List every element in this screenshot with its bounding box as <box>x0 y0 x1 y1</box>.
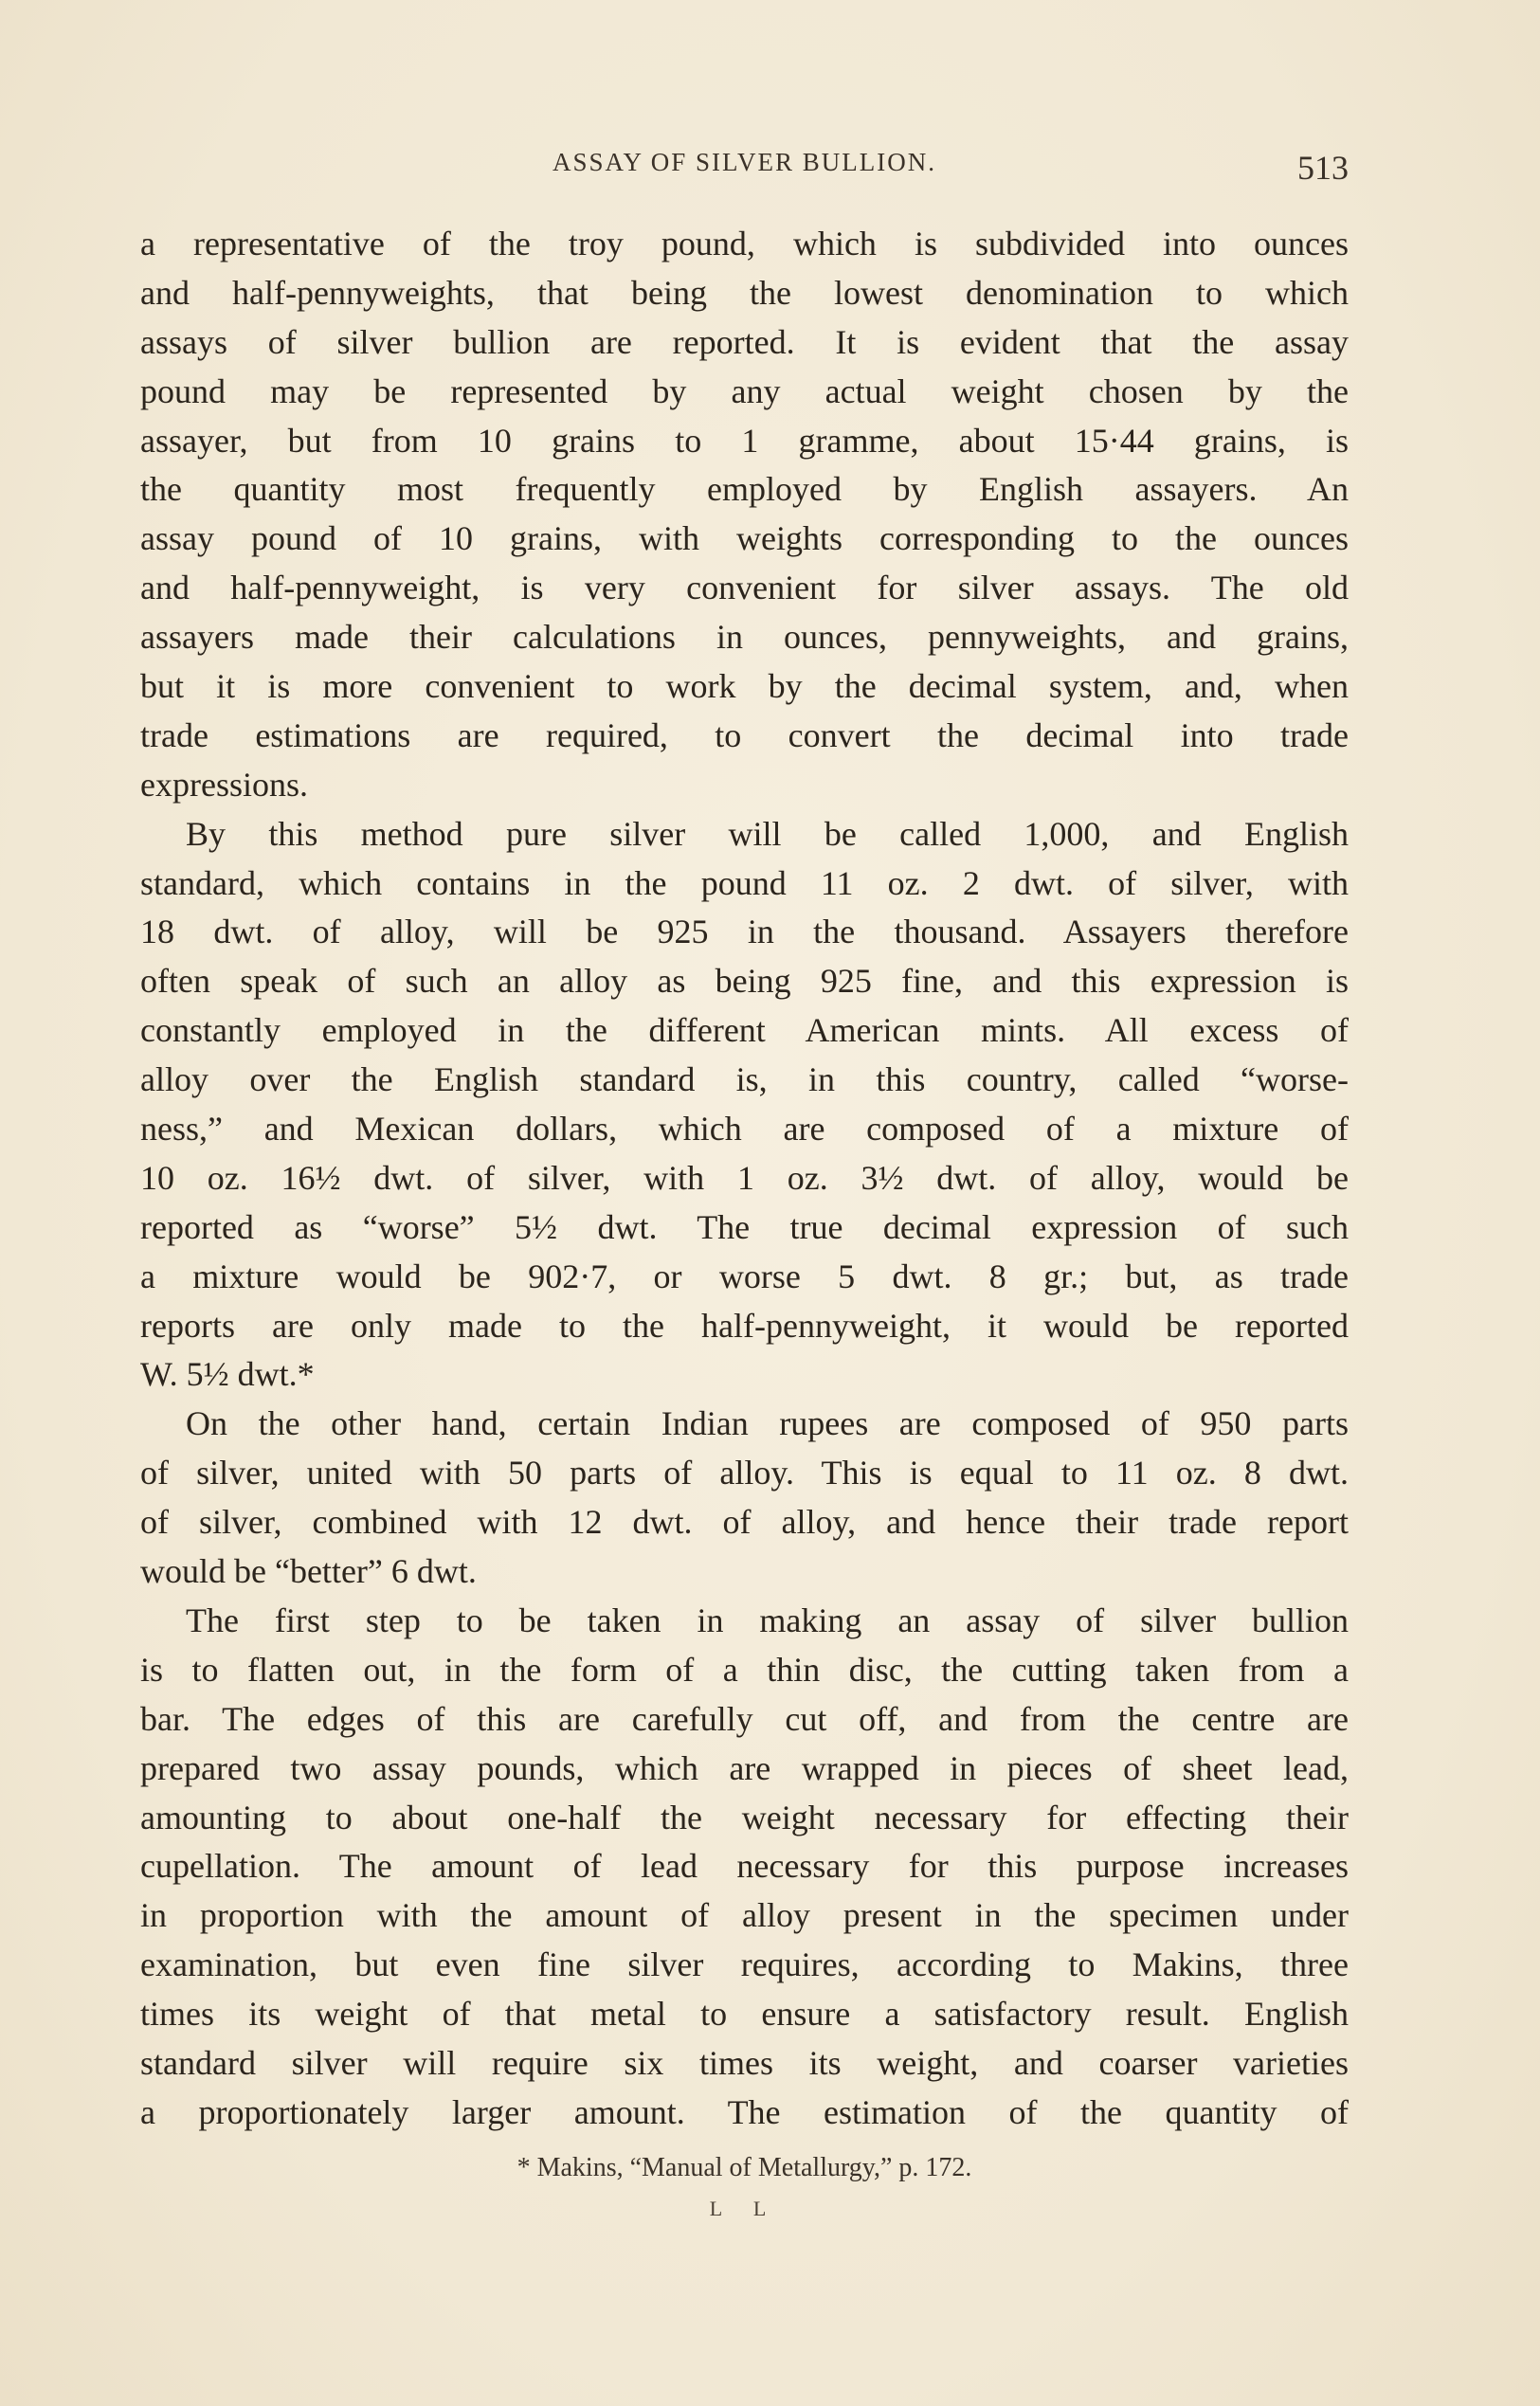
text-line: alloy over the English standard is, in this country, called “worse- <box>140 1060 1349 1099</box>
text-line: 18 dwt. of alloy, will be 925 in the thousand. Assayers therefore <box>140 913 1349 951</box>
running-head: ASSAY OF SILVER BULLION. <box>552 148 937 176</box>
text-line: but it is more convenient to work by the decimal system, and, when <box>140 667 1349 706</box>
text-line: a mixture would be 902·7, or worse 5 dwt. 8 gr.; but, as trade <box>140 1257 1349 1295</box>
text-line: trade estimations are required, to convert the decimal into trade <box>140 715 1349 754</box>
text-line: in proportion with the amount of alloy present in the specimen under <box>140 1896 1349 1935</box>
text-line: reported as “worse” 5½ dwt. The true decimal expression of such <box>140 1207 1349 1246</box>
text-line: expressions. <box>140 765 308 804</box>
text-line: assays of silver bullion are reported. It is evident that the assay <box>140 322 1349 361</box>
text-line: constantly employed in the different American mints. All excess of <box>140 1011 1349 1050</box>
text-line: On the other hand, certain Indian rupees are composed of 950 parts <box>186 1404 1349 1443</box>
text-line: ness,” and Mexican dollars, which are composed of a mixture of <box>140 1110 1349 1149</box>
text-line: often speak of such an alloy as being 925 fine, and this expression is <box>140 962 1349 1001</box>
text-line: assayers made their calculations in ounces, pennyweights, and grains, <box>140 618 1349 657</box>
text-line: a proportionately larger amount. The estimation of the quantity of <box>140 2092 1349 2131</box>
text-line: and half-pennyweights, that being the lowest denomination to which <box>140 273 1349 312</box>
text-line: bar. The edges of this are carefully cut off, and from the centre are <box>140 1699 1349 1738</box>
text-line: of silver, combined with 12 dwt. of alloy, and hence their trade report <box>140 1503 1349 1542</box>
page-header <box>140 148 1349 186</box>
text-line: pound may be represented by any actual weight chosen by the <box>140 371 1349 410</box>
text-line: The first step to be taken in making an assay of silver bullion <box>186 1601 1349 1639</box>
text-line: is to flatten out, in the form of a thin disc, the cutting taken from a <box>140 1650 1349 1689</box>
text-line: a representative of the troy pound, which is subdivided into ounces <box>140 225 1349 262</box>
text-line: cupellation. The amount of lead necessary for this purpose increases <box>140 1847 1349 1886</box>
text-line: would be “better” 6 dwt. <box>140 1552 477 1591</box>
text-line: times its weight of that metal to ensure a satisfactory result. English <box>140 1995 1349 2034</box>
text-line: amounting to about one-half the weight necessary for effecting their <box>140 1798 1349 1836</box>
text-line: standard, which contains in the pound 11 oz. 2 dwt. of silver, with <box>140 863 1349 902</box>
text-line: the quantity most frequently employed by English assayers. An <box>140 470 1349 509</box>
text-line: reports are only made to the half-pennyweight, it would be reported <box>140 1306 1349 1345</box>
footnote: * Makins, “Manual of Metallurgy,” p. 172. <box>516 2153 972 2182</box>
body-text <box>140 220 1349 2138</box>
text-line: assay pound of 10 grains, with weights corresponding to the ounces <box>140 519 1349 558</box>
text-line: W. 5½ dwt.* <box>140 1355 315 1394</box>
text-line: assayer, but from 10 grains to 1 gramme, about 15·44 grains, is <box>140 421 1349 460</box>
text-line: standard silver will require six times its weight, and coarser varieties <box>140 2043 1349 2082</box>
text-line: and half-pennyweight, is very convenient for silver assays. The old <box>140 569 1349 607</box>
text-line: examination, but even fine silver requires, according to Makins, three <box>140 1945 1349 1984</box>
text-line: 10 oz. 16½ dwt. of silver, with 1 oz. 3½ dwt. of alloy, would be <box>140 1158 1349 1197</box>
text-line: By this method pure silver will be called 1,000, and English <box>186 814 1349 853</box>
signature-mark: L L <box>709 2197 780 2220</box>
text-line: of silver, united with 50 parts of alloy. This is equal to 11 oz. 8 dwt. <box>140 1454 1349 1492</box>
text-line: prepared two assay pounds, which are wrapped in pieces of sheet lead, <box>140 1748 1349 1787</box>
page-number: 513 <box>1297 149 1349 187</box>
